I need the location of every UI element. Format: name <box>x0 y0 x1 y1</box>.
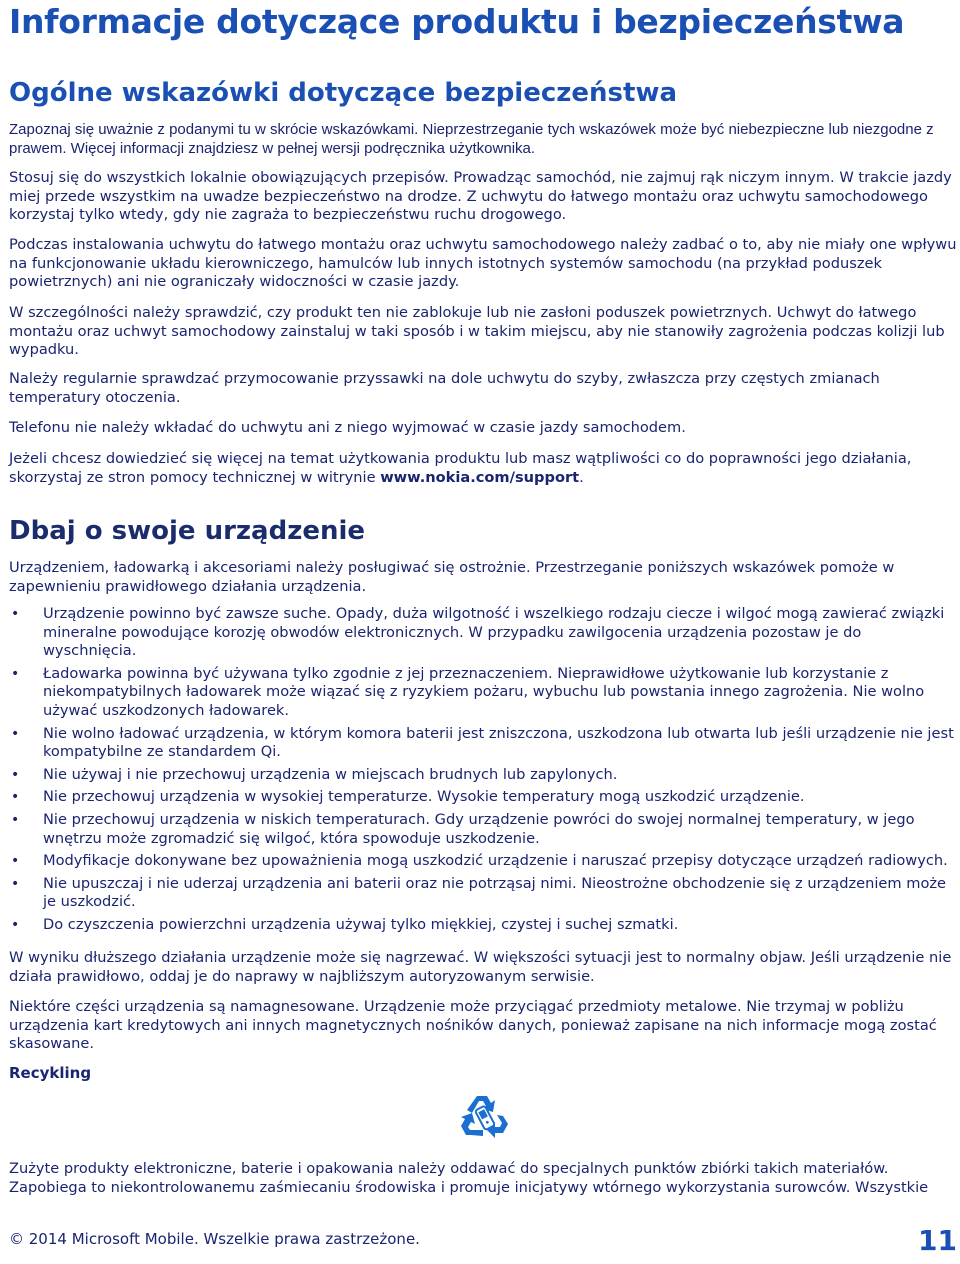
page-title: Informacje dotyczące produktu i bezpieczeństwa <box>9 2 905 41</box>
general-paragraph-1: Stosuj się do wszystkich lokalnie obowiązujących przepisów. Prowadząc samochód, nie zajmuj rąk niczym innym. W trakcie jazdy miej przede wszystkim na uwadze bezpieczeństwo na drodze. Z uchwytu do łatwego montażu oraz uchwytu samochodowego korzystaj tylko wtedy, gdy nie zagraża to bezpieczeństwu ruchu drogowego. <box>9 169 952 224</box>
bullet-icon: • <box>11 606 20 622</box>
list-item: • Urządzenie powinno być zawsze suche. Opady, duża wilgotność i wszelkiego rodzaju ciecze i wilgoć mogą zawierać związki mineralne powodujące korozję obwodów elektronicznych. W przypadku zawilgocenia urządzenia pozostaw je do wyschnięcia. <box>11 605 945 660</box>
recycling-paragraph: Zużyte produkty elektroniczne, baterie i opakowania należy oddawać do specjalnych punktów zbiórki takich materiałów. Zapobiega to niekontrolowanemu zaśmiecaniu środowiska i promuje inicjatywy wtórnego wykorzystania surowców. Wszystkie <box>9 1160 929 1196</box>
document-page <box>9 0 957 1264</box>
bullet-icon: • <box>11 916 20 933</box>
list-item: • Nie używaj i nie przechowuj urządzenia w miejscach brudnych lub zapylonych. <box>11 765 618 783</box>
footer-copyright: © 2014 Microsoft Mobile. Wszelkie prawa zastrzeżone. <box>9 1230 420 1248</box>
support-link[interactable]: www.nokia.com/support <box>380 468 580 486</box>
general-paragraph-6-text: Jeżeli chcesz dowiedzieć się więcej na temat użytkowania produktu lub masz wątpliwości co do poprawności jego działania, skorzystaj ze stron pomocy technicznej w witrynie <box>9 450 912 486</box>
general-intro: Zapoznaj się uważnie z podanymi tu w skrócie wskazówkami. Nieprzestrzeganie tych wskazówek może być niebezpieczne lub niezgodne z prawem. Więcej informacji znajdziesz w pełnej wersji podręcznika użytkownika. <box>9 121 934 157</box>
general-safety-heading: Ogólne wskazówki dotyczące bezpieczeństwa <box>9 78 678 108</box>
device-care-heading: Dbaj o swoje urządzenie <box>9 516 366 546</box>
bullet-icon: • <box>11 766 20 783</box>
recycling-heading: Recykling <box>9 1064 92 1082</box>
list-item: • Nie przechowuj urządzenia w wysokiej temperaturze. Wysokie temperatury mogą uszkodzić urządzenie. <box>11 788 805 806</box>
list-item: • Do czyszczenia powierzchni urządzenia używaj tylko miękkiej, czystej i suchej szmatki. <box>11 915 679 933</box>
bullet-icon: • <box>11 725 20 742</box>
device-care-intro: Urządzeniem, ładowarką i akcesoriami należy posługiwać się ostrożnie. Przestrzeganie poniższych wskazówek pomoże w zapewnieniu prawidłowego działania urządzenia. <box>9 559 895 595</box>
list-item: • Modyfikacje dokonywane bez upoważnienia mogą uszkodzić urządzenie i naruszać przepisy dotyczące urządzeń radiowych. <box>11 852 948 870</box>
magnet-paragraph: Niektóre części urządzenia są namagnesowane. Urządzenie może przyciągać przedmioty metalowe. Nie trzymaj w pobliżu urządzenia kart kredytowych ani innych magnetycznych nośników danych, ponieważ zapisane na nich informacje mogą zostać skasowane. <box>9 998 937 1053</box>
general-paragraph-6 <box>9 450 957 487</box>
list-item: • Nie upuszczaj i nie uderzaj urządzenia ani baterii oraz nie potrząsaj nimi. Nieostrożne obchodzenie się z urządzeniem może je uszkodzić. <box>11 874 947 911</box>
page-number: 11 <box>918 1224 957 1257</box>
general-paragraph-4: Należy regularnie sprawdzać przymocowanie przyssawki na dole uchwytu do szyby, zwłaszcza przy częstych zmianach temperatury otoczenia. <box>9 370 880 406</box>
recycle-phone-icon <box>457 1092 513 1146</box>
bullet-icon: • <box>11 789 20 806</box>
list-item: • Ładowarka powinna być używana tylko zgodnie z jej przeznaczeniem. Nieprawidłowe użytkowanie lub korzystanie z niekompatybilnych ładowarek może wiązać się z ryzykiem pożaru, wybuchu lub powstania innego zagrożenia. Nie wolno używać uszkodzonych ładowarek. <box>11 664 925 719</box>
general-paragraph-3: W szczególności należy sprawdzić, czy produkt ten nie zablokuje lub nie zasłoni poduszek powietrznych. Uchwyt do łatwego montażu oraz uchwyt samochodowy zainstaluj w taki sposób i w takim miejscu, aby nie stanowiły zagrożenia podczas kolizji lub wypadku. <box>9 304 945 359</box>
device-care-list <box>9 605 957 939</box>
heat-paragraph: W wyniku dłuższego działania urządzenie może się nagrzewać. W większości sytuacji jest to normalny objaw. Jeśli urządzenie nie działa prawidłowo, oddaj je do naprawy w najbliższym autoryzowanym serwisie. <box>9 949 952 985</box>
bullet-icon: • <box>11 875 20 892</box>
bullet-icon: • <box>11 853 20 870</box>
general-paragraph-6-end: . <box>579 468 584 486</box>
list-item: • Nie przechowuj urządzenia w niskich temperaturach. Gdy urządzenie powróci do swojej normalnej temperatury, w jego wnętrzu może zgromadzić się wilgoć, która spowoduje uszkodzenie. <box>11 810 915 847</box>
bullet-icon: • <box>11 665 20 682</box>
general-paragraph-2: Podczas instalowania uchwytu do łatwego montażu oraz uchwytu samochodowego należy zadbać o to, aby nie miały one wpływu na funkcjonowanie układu kierowniczego, hamulców lub innych istotnych systemów samochodu (na przykład poduszek powietrznych) ani nie ograniczały widoczności w czasie jazdy. <box>9 236 957 291</box>
bullet-icon: • <box>11 811 20 828</box>
list-item: • Nie wolno ładować urządzenia, w którym komora baterii jest zniszczona, uszkodzona lub otwarta lub jeśli urządzenie nie jest kompatybilne ze standardem Qi. <box>11 724 954 761</box>
general-paragraph-5: Telefonu nie należy wkładać do uchwytu ani z niego wyjmować w czasie jazdy samochodem. <box>9 419 686 436</box>
